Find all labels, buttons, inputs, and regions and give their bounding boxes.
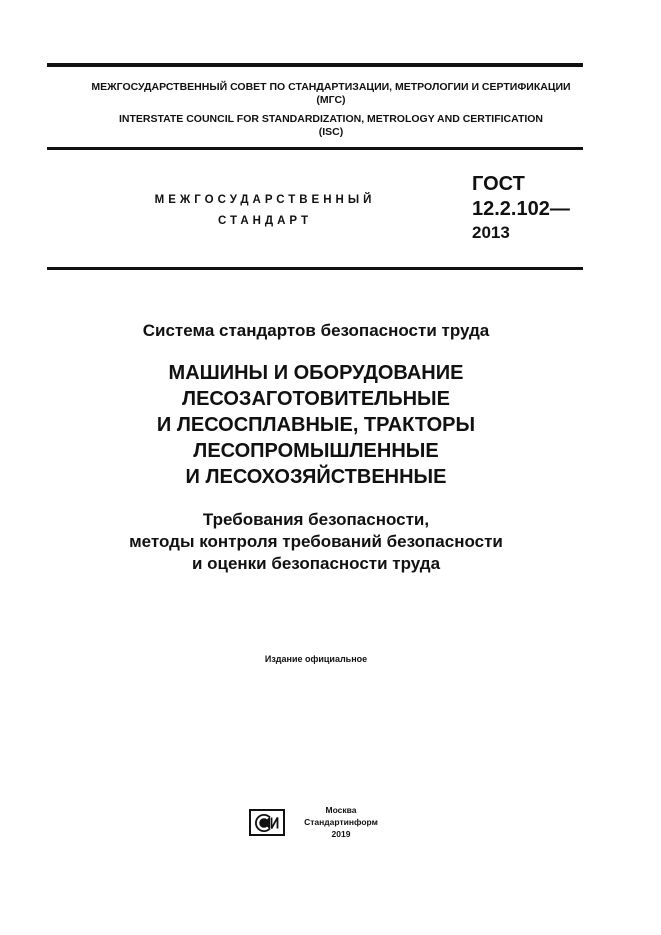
subtitle-line: и оценки безопасности труда	[191, 554, 441, 573]
council-russian	[47, 81, 615, 107]
standartinform-logo	[249, 809, 285, 836]
council-english	[47, 113, 615, 139]
header-rule	[47, 147, 583, 150]
publisher-city: Москва	[325, 805, 357, 815]
top-rule	[47, 63, 583, 67]
council-ru-abbr: (МГС)	[316, 94, 346, 106]
main-title-line: ЛЕСОЗАГОТОВИТЕЛЬНЫЕ	[182, 388, 450, 410]
main-title-line: И ЛЕСОСПЛАВНЫЕ, ТРАКТОРЫ	[156, 414, 476, 436]
gost-designation	[472, 172, 570, 244]
standard-type-line1: МЕЖГОСУДАРСТВЕННЫЙ	[154, 194, 376, 206]
publication-year: 2019	[331, 829, 351, 839]
designation-rule	[47, 267, 583, 270]
council-en-abbr: (ISC)	[318, 126, 344, 138]
series-title: Система стандартов безопасности труда	[142, 321, 490, 340]
edition-note: Издание официальное	[264, 654, 368, 664]
main-title-line: МАШИНЫ И ОБОРУДОВАНИЕ	[168, 362, 464, 384]
publisher-name: Стандартинформ	[304, 817, 378, 827]
subtitle-line: Требования безопасности,	[202, 510, 430, 529]
main-title-line: И ЛЕСОХОЗЯЙСТВЕННЫЕ	[185, 466, 447, 488]
gost-label: ГОСТ	[472, 173, 525, 195]
subtitle-line: методы контроля требований безопасности	[129, 532, 503, 551]
subtitle	[0, 509, 632, 575]
main-title-line: ЛЕСОПРОМЫШЛЕННЫЕ	[193, 440, 439, 462]
gost-year: 2013	[472, 223, 510, 242]
standard-type	[140, 190, 390, 232]
publisher-info	[300, 804, 382, 840]
standard-type-line2: СТАНДАРТ	[218, 215, 312, 227]
main-title	[0, 360, 632, 490]
council-ru-name: МЕЖГОСУДАРСТВЕННЫЙ СОВЕТ ПО СТАНДАРТИЗАЦИИ, МЕТРОЛОГИИ И СЕРТИФИКАЦИИ	[91, 81, 571, 93]
gost-number: 12.2.102—	[472, 198, 570, 220]
council-en-name: INTERSTATE COUNCIL FOR STANDARDIZATION, METROLOGY AND CERTIFICATION	[118, 113, 544, 125]
